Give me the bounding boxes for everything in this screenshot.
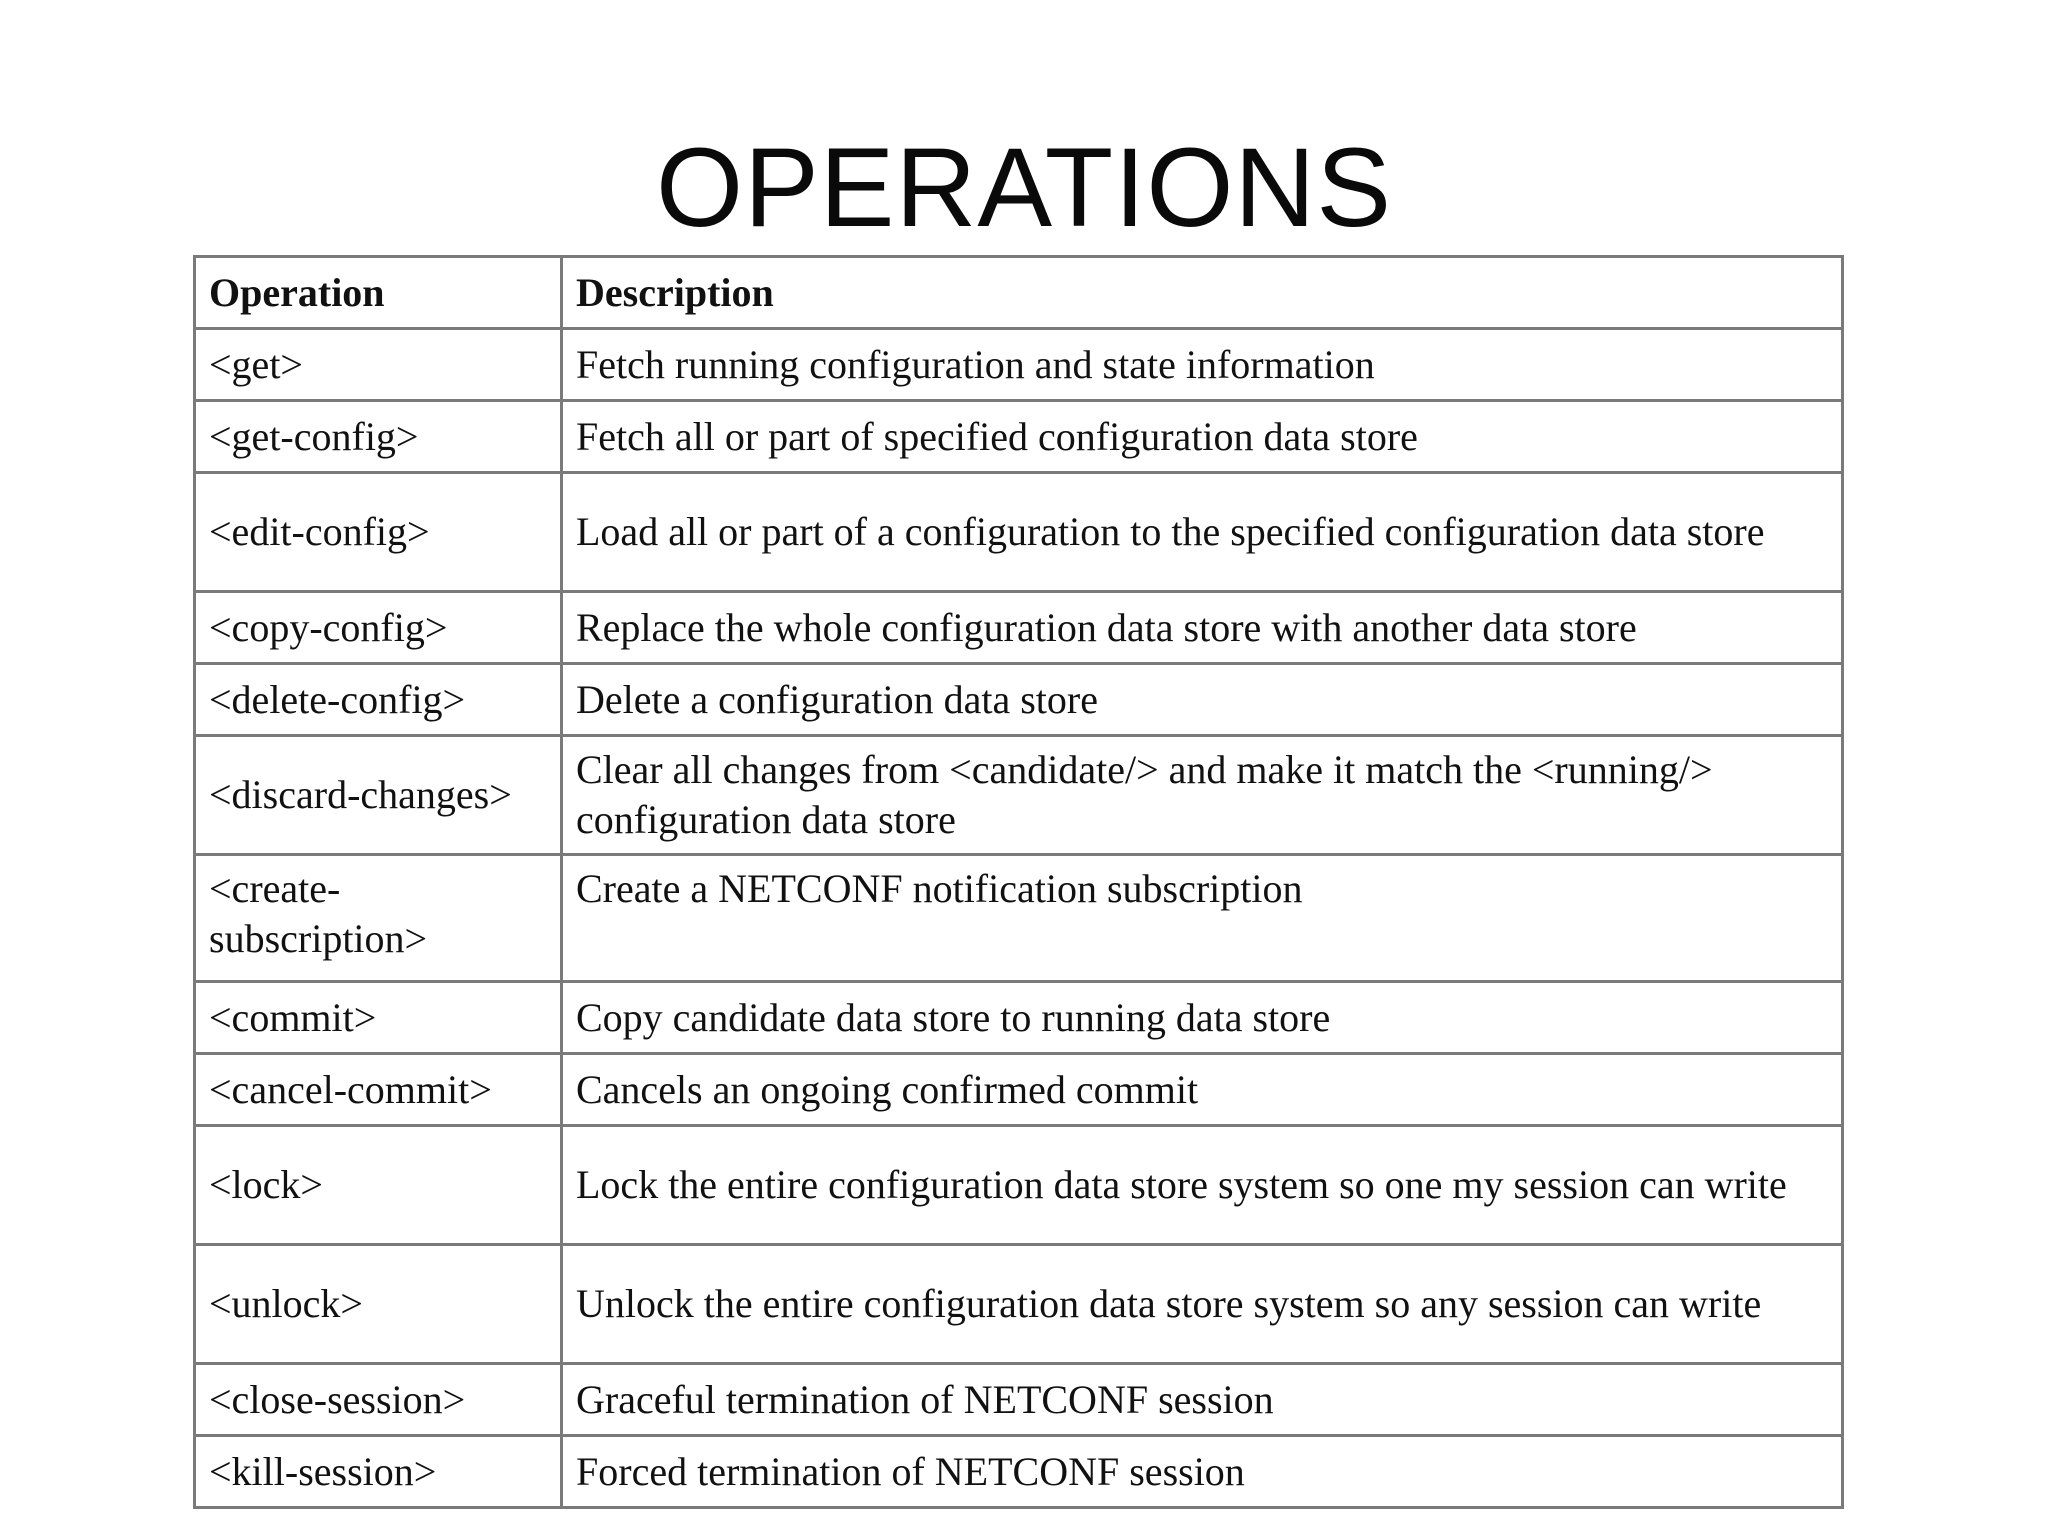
operation-cell: <close-session> xyxy=(195,1364,562,1436)
description-cell: Cancels an ongoing confirmed commit xyxy=(562,1054,1843,1126)
operation-cell: <get> xyxy=(195,329,562,401)
header-operation: Operation xyxy=(195,257,562,329)
table-header-row xyxy=(195,257,1843,329)
description-cell: Fetch all or part of specified configuration data store xyxy=(562,401,1843,473)
table-row xyxy=(195,401,1843,473)
operation-cell: <unlock> xyxy=(195,1245,562,1364)
description-cell: Fetch running configuration and state information xyxy=(562,329,1843,401)
table-row xyxy=(195,592,1843,664)
description-cell: Replace the whole configuration data store with another data store xyxy=(562,592,1843,664)
operation-cell: <commit> xyxy=(195,982,562,1054)
header-description: Description xyxy=(562,257,1843,329)
slide-title: OPERATIONS xyxy=(655,125,1393,250)
operations-table xyxy=(193,255,1844,1509)
description-cell: Graceful termination of NETCONF session xyxy=(562,1364,1843,1436)
table-row xyxy=(195,736,1843,855)
table-row xyxy=(195,329,1843,401)
table-row xyxy=(195,664,1843,736)
operation-cell: <discard-changes> xyxy=(195,736,562,855)
operation-cell: <delete-config> xyxy=(195,664,562,736)
table-row xyxy=(195,473,1843,592)
table-row xyxy=(195,982,1843,1054)
operation-cell: <create-subscription> xyxy=(195,855,562,982)
description-cell: Copy candidate data store to running data store xyxy=(562,982,1843,1054)
table-row xyxy=(195,855,1843,982)
operation-cell: <edit-config> xyxy=(195,473,562,592)
table-row xyxy=(195,1436,1843,1508)
table-row xyxy=(195,1126,1843,1245)
operation-cell: <get-config> xyxy=(195,401,562,473)
operation-cell: <lock> xyxy=(195,1126,562,1245)
description-cell: Delete a configuration data store xyxy=(562,664,1843,736)
operation-cell: <cancel-commit> xyxy=(195,1054,562,1126)
description-cell: Lock the entire configuration data store system so one my session can write xyxy=(562,1126,1843,1245)
description-cell: Create a NETCONF notification subscription xyxy=(562,855,1843,982)
operation-cell: <copy-config> xyxy=(195,592,562,664)
table-row xyxy=(195,1364,1843,1436)
description-cell: Load all or part of a configuration to the specified configuration data store xyxy=(562,473,1843,592)
description-cell: Unlock the entire configuration data store system so any session can write xyxy=(562,1245,1843,1364)
table-row xyxy=(195,1054,1843,1126)
description-cell: Forced termination of NETCONF session xyxy=(562,1436,1843,1508)
description-cell: Clear all changes from <candidate/> and make it match the <running/> configuration data store xyxy=(562,736,1843,855)
operation-cell: <kill-session> xyxy=(195,1436,562,1508)
table-row xyxy=(195,1245,1843,1364)
